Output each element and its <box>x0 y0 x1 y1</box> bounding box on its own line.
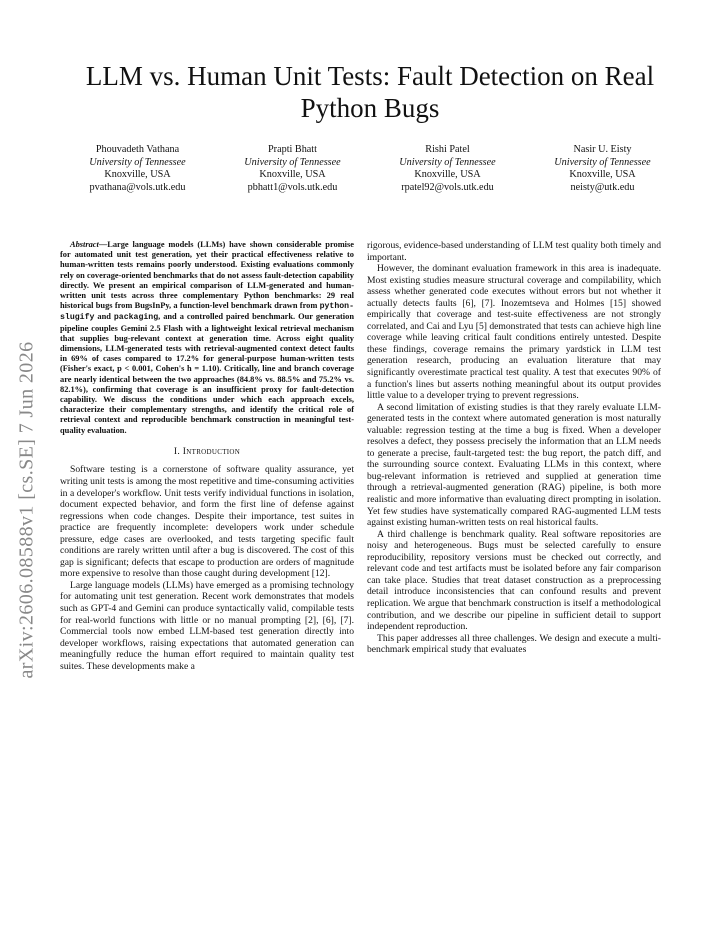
abstract-code-1: python-slugify <box>60 302 354 323</box>
author-location: Knoxville, USA <box>414 169 481 181</box>
abstract-code-2: packaging <box>113 313 159 323</box>
abstract-text-1: —Large language models (LLMs) have shown considerable promise for automated unit test generation, yet their practical effectiveness relative to human-written tests remains poorly understood. Existing evaluations commonly rely on coverage-oriented benchmarks that do not assess fault-detection capability directly. We present an empirical comparison of LLM-generated and human-written unit tests across three complementary Python benchmarks: 29 real historical bugs from BugsInPy, a function-level benchmark drawn from <box>60 240 354 311</box>
author-location: Knoxville, USA <box>259 169 326 181</box>
author-4 <box>528 144 678 194</box>
abstract <box>60 240 354 436</box>
author-3 <box>373 144 523 194</box>
author-email: pvathana@vols.utk.edu <box>89 181 186 193</box>
author-name: Prapti Bhatt <box>268 144 317 155</box>
paper-title: LLM vs. Human Unit Tests: Fault Detection on Real Python Bugs <box>85 61 655 123</box>
author-affiliation: University of Tennessee <box>89 156 186 168</box>
intro-paragraph-2-continued: rigorous, evidence-based understanding of LLM test quality both timely and important. <box>367 240 661 263</box>
author-email: neisty@utk.edu <box>570 181 635 193</box>
abstract-label: Abstract <box>70 240 99 249</box>
author-name: Nasir U. Eisty <box>573 144 632 155</box>
abstract-text-2: and <box>94 312 114 322</box>
section-heading: I. Introduction <box>173 445 241 457</box>
author-block <box>60 144 680 194</box>
intro-paragraph-3: However, the dominant evaluation framework in this area is inadequate. Most existing studies measure structural coverage and compilability, which assess whether generated code executes without errors but not whether it actually detects faults [6], [7]. Inozemtseva and Holmes [15] showed empirically that coverage and test-suite effectiveness are not strongly correlated, and Cai and Lyu [5] demonstrated that tests can achieve high line coverage while leaving critical fault conditions entirely untested. Despite these findings, coverage remains the primary yardstick in LLM test generation research, producing an evaluation literature that may significantly overestimate practical test quality. A test that executes 90% of a function's lines but asserts nothing meaningful about its output provides little value to a developer trying to prevent regressions. <box>367 263 661 402</box>
author-location: Knoxville, USA <box>569 169 636 181</box>
author-name: Phouvadeth Vathana <box>95 144 180 155</box>
author-affiliation: University of Tennessee <box>244 156 341 168</box>
author-2 <box>218 144 368 194</box>
left-column <box>60 240 354 672</box>
author-email: rpatel92@vols.utk.edu <box>401 181 494 193</box>
author-name: Rishi Patel <box>425 144 470 155</box>
abstract-text-3: , and a controlled paired benchmark. Our generation pipeline couples Gemini 2.5 Flash with a lightweight lexical retrieval mechanism that supplies bug-relevant context at generation time. Across eight quality dimensions, LLM-generated tests with retrieval-augmented context detect faults in 69% of cases compared to 17.2% for general-purpose human-written tests (Fisher's exact, p < 0.001, Cohen's h = 1.10). Critically, line and branch coverage are nearly identical between the two approaches (84.8% vs. 88.5% and 75.2% vs. 82.1%), confirming that coverage is an insufficient proxy for fault-detection capability. We discuss the conditions under which each approach excels, characterize their complementary strengths, and identify the critical role of retrieval context and reproducible benchmark construction in meaningful test-quality evaluation. <box>60 312 354 435</box>
right-column <box>367 240 661 656</box>
intro-paragraph-6: This paper addresses all three challenges. We design and execute a multi-benchmark empirical study that evaluates <box>367 632 661 656</box>
author-1 <box>63 144 213 194</box>
intro-paragraph-5: A third challenge is benchmark quality. Real software repositories are noisy and heterogeneous. Bugs must be selected carefully to ensure reproducibility, repository versions must be checked out correctly, and relevant code and test artifacts must be isolated before any fair comparison can take place. Studies that treat dataset construction as a preprocessing detail introduce inconsistencies that can confound results and prevent replication. We argue that benchmark construction is itself a methodological contribution, and we describe our pipeline in sufficient detail to support independent reproduction. <box>367 528 661 633</box>
author-affiliation: University of Tennessee <box>554 156 651 168</box>
intro-paragraph-2: Large language models (LLMs) have emerged as a promising technology for automating unit test generation. Recent work demonstrates that models such as GPT-4 and Gemini can produce syntactically valid, compilable tests for real-world functions with little or no manual prompting [2], [6], [7]. Commercial tools now embed LLM-based test generation directly into developer workflows, raising expectations that automated generation can meaningfully reduce the human effort required to maintain quality test suites. These developments make a <box>60 579 354 672</box>
intro-paragraph-4: A second limitation of existing studies is that they rarely evaluate LLM-generated tests in the context where automated generation is most naturally valuable: regression testing at the time a bug is fixed. When a developer resolves a defect, they possess precisely the information that an LLM needs to generate a precise, fault-targeted test: the bug report, the patch diff, and the surrounding source context. Evaluating LLMs in this context, where bug-relevant information is retrieved and supplied at generation time through a retrieval-augmented generation (RAG) pipeline, is both more realistic and more informative than evaluating direct prompting in isolation. Yet few studies have systematically compared RAG-augmented LLM tests against existing human-written tests on real historical faults. <box>367 401 661 529</box>
author-location: Knoxville, USA <box>104 169 171 181</box>
author-affiliation: University of Tennessee <box>399 156 496 168</box>
arxiv-identifier: arXiv:2606.08588v1 [cs.SE] 7 Jun 2026 <box>15 341 38 679</box>
author-email: pbhatt1@vols.utk.edu <box>247 181 338 193</box>
intro-paragraph-1: Software testing is a cornerstone of software quality assurance, yet writing unit tests is among the most repetitive and time-consuming activities in a developer's workflow. Unit tests verify individual functions in isolation, document expected behavior, and form the first line of defense against regressions when code changes. Despite their importance, test suites in practice are frequently incomplete: developers work under schedule pressure, edge cases are overlooked, and tests targeting specific fault conditions are rarely written until after a bug is discovered. The cost of this gap is significant; defects that escape to production are orders of magnitude more expensive to resolve than those caught during development [12]. <box>60 464 354 580</box>
arxiv-sidebar <box>14 300 40 720</box>
